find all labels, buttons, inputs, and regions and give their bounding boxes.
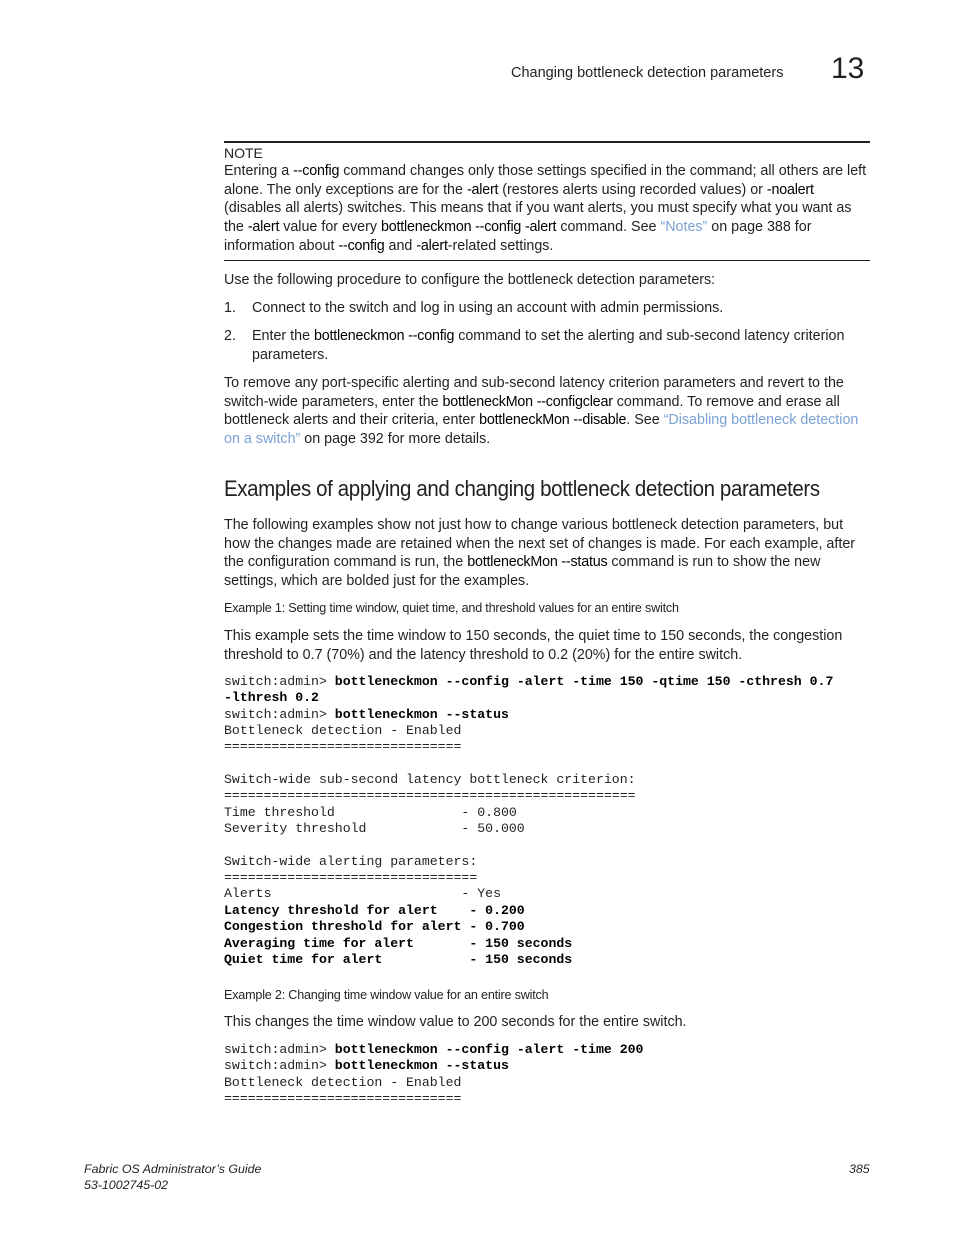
note-label: NOTE — [224, 145, 263, 161]
code-text: switch:admin> — [224, 1042, 335, 1057]
text-run: -related settings. — [447, 237, 554, 254]
text-run: on page 392 for more details. — [300, 431, 491, 448]
code-line — [224, 1042, 643, 1058]
step-number: 1. — [224, 300, 236, 316]
code-line — [224, 936, 833, 952]
code-bold-text: Congestion threshold for alert - 0.700 — [224, 919, 525, 935]
code-line — [224, 772, 833, 788]
note-body — [224, 162, 870, 256]
example-2-code — [224, 1042, 643, 1107]
command-text: --config — [293, 163, 340, 179]
example-2-heading: Example 2: Changing time window value for an entire switch — [224, 988, 549, 1002]
code-text: ==================================================== — [224, 788, 636, 804]
section-paragraph — [224, 516, 870, 591]
code-text: switch:admin> — [224, 674, 335, 689]
step-1 — [224, 299, 870, 318]
text-run: command. To remove and erase all bottleneck alerts and their criteria, enter — [224, 393, 840, 429]
text-run: Connect to the switch and log in using an account with admin permissions. — [252, 300, 724, 316]
code-bold-text: Averaging time for alert - 150 seconds — [224, 935, 573, 951]
note-bottom-rule — [224, 260, 870, 261]
code-line — [224, 1075, 643, 1091]
footer-page-number: 385 — [849, 1162, 870, 1176]
command-text: -alert — [247, 219, 280, 236]
code-line — [224, 952, 833, 968]
code-line — [224, 723, 833, 739]
code-bold-text: Quiet time for alert - 150 seconds — [224, 951, 573, 967]
code-text: Alerts - Yes — [224, 886, 501, 902]
code-text: Switch-wide sub-second latency bottleneck criterion: — [224, 772, 636, 788]
running-header-title: Changing bottleneck detection parameters — [511, 65, 784, 81]
text-run: command changes only those settings specified in the command; all others are left alone. The only exceptions are for the — [224, 163, 867, 198]
code-line — [224, 707, 833, 723]
code-line — [224, 870, 833, 886]
section-heading: Examples of applying and changing bottleneck detection parameters — [224, 476, 820, 501]
code-line — [224, 919, 833, 935]
code-bold-text: bottleneckmon --status — [334, 1058, 509, 1074]
code-line — [224, 886, 833, 902]
example-1-code — [224, 674, 833, 968]
code-text: Time threshold - 0.800 — [224, 804, 517, 820]
text-run: Enter the — [252, 328, 314, 344]
code-bold-text: bottleneckmon --config -alert -time 150 -qtime 150 -cthresh 0.7 — [334, 674, 834, 689]
text-run: Entering a — [224, 163, 294, 179]
text-run: command. See — [556, 219, 661, 236]
code-text: switch:admin> — [224, 1058, 335, 1074]
step-number: 2. — [224, 328, 236, 344]
code-line — [224, 739, 833, 755]
command-text: -noalert — [766, 181, 814, 198]
code-text: Bottleneck detection - Enabled — [224, 1074, 462, 1090]
footer-doc-number: 53-1002745-02 — [84, 1178, 169, 1192]
text-run: command to set the alerting and sub-second latency criterion parameters. — [252, 328, 845, 363]
command-text: bottleneckmon --config -alert — [380, 219, 557, 236]
code-line — [224, 1058, 643, 1074]
code-line — [224, 903, 833, 919]
code-line — [224, 805, 833, 821]
code-line — [224, 854, 833, 870]
code-text: ================================ — [224, 870, 478, 886]
code-line — [224, 788, 833, 804]
step-2 — [224, 327, 870, 365]
example-1-paragraph: This example sets the time window to 150 seconds, the quiet time to 150 seconds, the congestion threshold to 0.7 (70%) and the latency threshold to 0.2 (20%) for the entire switch. — [224, 628, 843, 663]
cross-reference-link[interactable]: “Notes” — [660, 219, 708, 236]
text-run: on page 388 for information about — [224, 219, 812, 254]
code-line — [224, 756, 833, 772]
code-text: Bottleneck detection - Enabled — [224, 723, 462, 739]
text-run: and — [384, 237, 417, 254]
intro-paragraph: Use the following procedure to configure the bottleneck detection parameters: — [224, 272, 716, 288]
example-2-paragraph: This changes the time window value to 200 seconds for the entire switch. — [224, 1014, 687, 1030]
chapter-number: 13 — [831, 52, 865, 85]
code-text: Switch-wide alerting parameters: — [224, 853, 478, 869]
remove-paragraph — [224, 374, 870, 449]
code-bold-text: bottleneckmon --config -alert -time 200 — [334, 1042, 644, 1057]
text-run: To remove any port-specific alerting and sub-second latency criterion parameters and revert to the switch-wide parameters, enter the — [224, 375, 844, 410]
code-line — [224, 821, 833, 837]
code-line — [224, 837, 833, 853]
cross-reference-link[interactable]: “Disabling bottleneck detection on a switch” — [224, 412, 859, 448]
text-run: The following examples show not just how to change various bottleneck detection parameters, but how the changes made are retained when the next set of changes is made. For each example, after the configuration command is run, the — [224, 517, 856, 571]
text-run: value for every — [279, 219, 381, 236]
code-text: switch:admin> — [224, 706, 335, 722]
footer-book-title: Fabric OS Administrator’s Guide — [84, 1162, 262, 1176]
code-line — [224, 674, 833, 690]
command-text: -alert — [416, 237, 448, 254]
command-text: bottleneckMon --status — [467, 554, 608, 571]
command-text: -alert — [466, 181, 499, 198]
command-text: bottleneckMon --configclear — [442, 393, 613, 410]
text-run: (disables all alerts) switches. This means that if you want alerts, you must specify what you want as the — [224, 200, 852, 236]
text-run: . See — [626, 412, 664, 429]
code-bold-text: bottleneckmon --status — [334, 706, 509, 722]
code-bold-text: Latency threshold for alert - 0.200 — [224, 902, 525, 918]
text-run: command is run to show the new settings, which are bolded just for the examples. — [224, 554, 821, 590]
command-text: bottleneckmon --config — [314, 328, 455, 344]
command-text: bottleneckMon --disable — [479, 412, 627, 429]
example-1-heading: Example 1: Setting time window, quiet time, and threshold values for an entire switch — [224, 601, 679, 615]
note-top-rule — [224, 141, 870, 143]
code-line — [224, 1091, 643, 1107]
text-run: (restores alerts using recorded values) or — [498, 181, 767, 198]
step-text — [252, 327, 852, 364]
code-line — [224, 690, 833, 706]
code-text: Severity threshold - 50.000 — [224, 821, 525, 837]
code-text: ============================== — [224, 1091, 462, 1107]
code-bold-text: -lthresh 0.2 — [224, 690, 319, 706]
command-text: --config — [338, 237, 385, 254]
code-text: ============================== — [224, 739, 462, 755]
step-text — [252, 299, 852, 318]
